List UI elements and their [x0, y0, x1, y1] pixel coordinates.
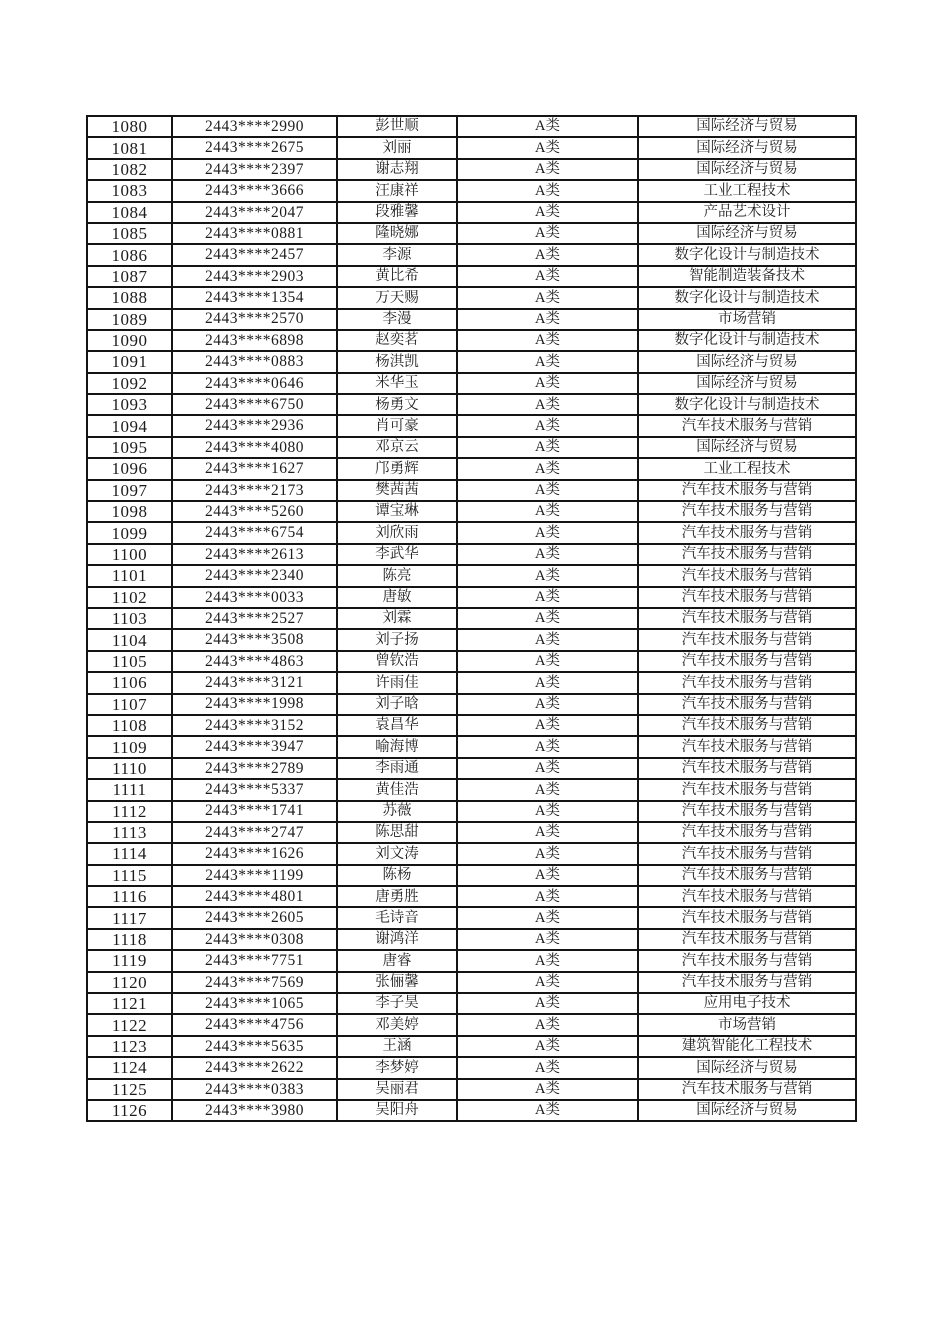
- major-cell: 国际经济与贸易: [638, 1057, 856, 1078]
- exam-id-cell: 2443****2397: [172, 159, 337, 180]
- category-cell: A类: [457, 137, 638, 158]
- table-row: [87, 865, 856, 886]
- major-cell: 国际经济与贸易: [638, 159, 856, 180]
- major-cell: 汽车技术服务与营销: [638, 736, 856, 757]
- row-index-cell: 1106: [87, 672, 172, 693]
- row-index-cell: 1095: [87, 437, 172, 458]
- major-cell: 汽车技术服务与营销: [638, 480, 856, 501]
- name-cell: 黄佳浩: [337, 779, 457, 800]
- exam-id-cell: 2443****3666: [172, 180, 337, 201]
- exam-id-cell: 2443****2675: [172, 137, 337, 158]
- row-index-cell: 1122: [87, 1014, 172, 1035]
- major-cell: 汽车技术服务与营销: [638, 565, 856, 586]
- row-index-cell: 1108: [87, 715, 172, 736]
- exam-id-cell: 2443****2789: [172, 758, 337, 779]
- exam-id-cell: 2443****7751: [172, 950, 337, 971]
- major-cell: 汽车技术服务与营销: [638, 758, 856, 779]
- row-index-cell: 1115: [87, 865, 172, 886]
- category-cell: A类: [457, 458, 638, 479]
- category-cell: A类: [457, 415, 638, 436]
- category-cell: A类: [457, 993, 638, 1014]
- row-index-cell: 1091: [87, 351, 172, 372]
- major-cell: 汽车技术服务与营销: [638, 886, 856, 907]
- category-cell: A类: [457, 886, 638, 907]
- category-cell: A类: [457, 801, 638, 822]
- table-row: [87, 522, 856, 543]
- category-cell: A类: [457, 1100, 638, 1121]
- table-row: [87, 309, 856, 330]
- major-cell: 汽车技术服务与营销: [638, 415, 856, 436]
- name-cell: 李梦婷: [337, 1057, 457, 1078]
- table-row: [87, 159, 856, 180]
- row-index-cell: 1110: [87, 758, 172, 779]
- name-cell: 邝勇辉: [337, 458, 457, 479]
- name-cell: 赵奕茗: [337, 330, 457, 351]
- admission-roster-table: [86, 115, 857, 1122]
- exam-id-cell: 2443****0646: [172, 373, 337, 394]
- exam-id-cell: 2443****2570: [172, 309, 337, 330]
- major-cell: 国际经济与贸易: [638, 137, 856, 158]
- major-cell: 汽车技术服务与营销: [638, 544, 856, 565]
- category-cell: A类: [457, 351, 638, 372]
- major-cell: 国际经济与贸易: [638, 223, 856, 244]
- category-cell: A类: [457, 672, 638, 693]
- exam-id-cell: 2443****1626: [172, 843, 337, 864]
- table-row: [87, 758, 856, 779]
- row-index-cell: 1114: [87, 843, 172, 864]
- name-cell: 刘丽: [337, 137, 457, 158]
- major-cell: 汽车技术服务与营销: [638, 629, 856, 650]
- table-row: [87, 907, 856, 928]
- name-cell: 李漫: [337, 309, 457, 330]
- name-cell: 汪康祥: [337, 180, 457, 201]
- exam-id-cell: 2443****2622: [172, 1057, 337, 1078]
- exam-id-cell: 2443****6750: [172, 394, 337, 415]
- category-cell: A类: [457, 180, 638, 201]
- row-index-cell: 1083: [87, 180, 172, 201]
- exam-id-cell: 2443****0883: [172, 351, 337, 372]
- name-cell: 曾钦浩: [337, 651, 457, 672]
- category-cell: A类: [457, 202, 638, 223]
- category-cell: A类: [457, 223, 638, 244]
- table-row: [87, 223, 856, 244]
- name-cell: 刘欣雨: [337, 522, 457, 543]
- name-cell: 李武华: [337, 544, 457, 565]
- row-index-cell: 1093: [87, 394, 172, 415]
- category-cell: A类: [457, 373, 638, 394]
- major-cell: 汽车技术服务与营销: [638, 907, 856, 928]
- exam-id-cell: 2443****0308: [172, 929, 337, 950]
- name-cell: 黄比希: [337, 266, 457, 287]
- table-row: [87, 1036, 856, 1057]
- major-cell: 汽车技术服务与营销: [638, 950, 856, 971]
- name-cell: 邓美婷: [337, 1014, 457, 1035]
- exam-id-cell: 2443****3121: [172, 672, 337, 693]
- category-cell: A类: [457, 544, 638, 565]
- row-index-cell: 1086: [87, 244, 172, 265]
- table-row: [87, 608, 856, 629]
- exam-id-cell: 2443****5635: [172, 1036, 337, 1057]
- name-cell: 李子昊: [337, 993, 457, 1014]
- table-row: [87, 202, 856, 223]
- category-cell: A类: [457, 651, 638, 672]
- exam-id-cell: 2443****4080: [172, 437, 337, 458]
- table-row: [87, 929, 856, 950]
- row-index-cell: 1089: [87, 309, 172, 330]
- name-cell: 陈杨: [337, 865, 457, 886]
- table-row: [87, 972, 856, 993]
- major-cell: 汽车技术服务与营销: [638, 651, 856, 672]
- category-cell: A类: [457, 437, 638, 458]
- exam-id-cell: 2443****2613: [172, 544, 337, 565]
- row-index-cell: 1082: [87, 159, 172, 180]
- major-cell: 汽车技术服务与营销: [638, 587, 856, 608]
- exam-id-cell: 2443****2747: [172, 822, 337, 843]
- row-index-cell: 1121: [87, 993, 172, 1014]
- category-cell: A类: [457, 779, 638, 800]
- major-cell: 汽车技术服务与营销: [638, 929, 856, 950]
- table-row: [87, 373, 856, 394]
- category-cell: A类: [457, 266, 638, 287]
- category-cell: A类: [457, 822, 638, 843]
- name-cell: 肖可豪: [337, 415, 457, 436]
- table-row: [87, 137, 856, 158]
- table-row: [87, 1057, 856, 1078]
- table-row: [87, 180, 856, 201]
- row-index-cell: 1112: [87, 801, 172, 822]
- major-cell: 市场营销: [638, 309, 856, 330]
- row-index-cell: 1099: [87, 522, 172, 543]
- table-row: [87, 458, 856, 479]
- category-cell: A类: [457, 394, 638, 415]
- name-cell: 陈亮: [337, 565, 457, 586]
- category-cell: A类: [457, 480, 638, 501]
- name-cell: 谢志翔: [337, 159, 457, 180]
- row-index-cell: 1090: [87, 330, 172, 351]
- table-row: [87, 736, 856, 757]
- name-cell: 彭世顺: [337, 116, 457, 137]
- category-cell: A类: [457, 1036, 638, 1057]
- category-cell: A类: [457, 522, 638, 543]
- major-cell: 数字化设计与制造技术: [638, 394, 856, 415]
- row-index-cell: 1111: [87, 779, 172, 800]
- exam-id-cell: 2443****2340: [172, 565, 337, 586]
- category-cell: A类: [457, 694, 638, 715]
- row-index-cell: 1100: [87, 544, 172, 565]
- major-cell: 国际经济与贸易: [638, 437, 856, 458]
- exam-id-cell: 2443****2047: [172, 202, 337, 223]
- major-cell: 汽车技术服务与营销: [638, 972, 856, 993]
- name-cell: 刘文涛: [337, 843, 457, 864]
- table-row: [87, 480, 856, 501]
- category-cell: A类: [457, 1079, 638, 1100]
- name-cell: 王涵: [337, 1036, 457, 1057]
- exam-id-cell: 2443****0383: [172, 1079, 337, 1100]
- exam-id-cell: 2443****7569: [172, 972, 337, 993]
- table-row: [87, 801, 856, 822]
- row-index-cell: 1096: [87, 458, 172, 479]
- roster-table-body: [87, 116, 856, 1121]
- table-row: [87, 950, 856, 971]
- table-row: [87, 822, 856, 843]
- row-index-cell: 1123: [87, 1036, 172, 1057]
- row-index-cell: 1116: [87, 886, 172, 907]
- category-cell: A类: [457, 159, 638, 180]
- row-index-cell: 1109: [87, 736, 172, 757]
- table-row: [87, 779, 856, 800]
- name-cell: 段雅馨: [337, 202, 457, 223]
- row-index-cell: 1097: [87, 480, 172, 501]
- name-cell: 袁昌华: [337, 715, 457, 736]
- table-row: [87, 437, 856, 458]
- table-row: [87, 266, 856, 287]
- category-cell: A类: [457, 608, 638, 629]
- row-index-cell: 1081: [87, 137, 172, 158]
- exam-id-cell: 2443****3947: [172, 736, 337, 757]
- name-cell: 谢鸿洋: [337, 929, 457, 950]
- major-cell: 汽车技术服务与营销: [638, 694, 856, 715]
- name-cell: 刘子扬: [337, 629, 457, 650]
- row-index-cell: 1119: [87, 950, 172, 971]
- name-cell: 毛诗音: [337, 907, 457, 928]
- exam-id-cell: 2443****0881: [172, 223, 337, 244]
- major-cell: 国际经济与贸易: [638, 116, 856, 137]
- row-index-cell: 1126: [87, 1100, 172, 1121]
- name-cell: 陈思甜: [337, 822, 457, 843]
- name-cell: 唐睿: [337, 950, 457, 971]
- row-index-cell: 1084: [87, 202, 172, 223]
- major-cell: 产品艺术设计: [638, 202, 856, 223]
- category-cell: A类: [457, 116, 638, 137]
- major-cell: 汽车技术服务与营销: [638, 501, 856, 522]
- major-cell: 汽车技术服务与营销: [638, 672, 856, 693]
- table-row: [87, 886, 856, 907]
- row-index-cell: 1107: [87, 694, 172, 715]
- exam-id-cell: 2443****1199: [172, 865, 337, 886]
- exam-id-cell: 2443****2936: [172, 415, 337, 436]
- row-index-cell: 1113: [87, 822, 172, 843]
- exam-id-cell: 2443****2990: [172, 116, 337, 137]
- name-cell: 吴阳舟: [337, 1100, 457, 1121]
- table-row: [87, 351, 856, 372]
- category-cell: A类: [457, 287, 638, 308]
- row-index-cell: 1120: [87, 972, 172, 993]
- major-cell: 国际经济与贸易: [638, 373, 856, 394]
- row-index-cell: 1085: [87, 223, 172, 244]
- name-cell: 喻海博: [337, 736, 457, 757]
- exam-id-cell: 2443****0033: [172, 587, 337, 608]
- exam-id-cell: 2443****1065: [172, 993, 337, 1014]
- category-cell: A类: [457, 736, 638, 757]
- category-cell: A类: [457, 629, 638, 650]
- exam-id-cell: 2443****2903: [172, 266, 337, 287]
- table-row: [87, 694, 856, 715]
- table-row: [87, 501, 856, 522]
- major-cell: 汽车技术服务与营销: [638, 1079, 856, 1100]
- category-cell: A类: [457, 972, 638, 993]
- row-index-cell: 1125: [87, 1079, 172, 1100]
- major-cell: 汽车技术服务与营销: [638, 843, 856, 864]
- major-cell: 国际经济与贸易: [638, 351, 856, 372]
- category-cell: A类: [457, 907, 638, 928]
- exam-id-cell: 2443****2527: [172, 608, 337, 629]
- category-cell: A类: [457, 244, 638, 265]
- major-cell: 市场营销: [638, 1014, 856, 1035]
- table-row: [87, 116, 856, 137]
- row-index-cell: 1087: [87, 266, 172, 287]
- name-cell: 李雨通: [337, 758, 457, 779]
- major-cell: 国际经济与贸易: [638, 1100, 856, 1121]
- table-row: [87, 629, 856, 650]
- table-row: [87, 394, 856, 415]
- name-cell: 许雨佳: [337, 672, 457, 693]
- exam-id-cell: 2443****1627: [172, 458, 337, 479]
- name-cell: 万天赐: [337, 287, 457, 308]
- category-cell: A类: [457, 1057, 638, 1078]
- name-cell: 吴丽君: [337, 1079, 457, 1100]
- exam-id-cell: 2443****1998: [172, 694, 337, 715]
- major-cell: 汽车技术服务与营销: [638, 801, 856, 822]
- category-cell: A类: [457, 758, 638, 779]
- exam-id-cell: 2443****5260: [172, 501, 337, 522]
- major-cell: 应用电子技术: [638, 993, 856, 1014]
- table-row: [87, 672, 856, 693]
- exam-id-cell: 2443****3980: [172, 1100, 337, 1121]
- category-cell: A类: [457, 843, 638, 864]
- exam-id-cell: 2443****2173: [172, 480, 337, 501]
- row-index-cell: 1094: [87, 415, 172, 436]
- name-cell: 唐敏: [337, 587, 457, 608]
- major-cell: 数字化设计与制造技术: [638, 244, 856, 265]
- name-cell: 李源: [337, 244, 457, 265]
- row-index-cell: 1117: [87, 907, 172, 928]
- category-cell: A类: [457, 929, 638, 950]
- exam-id-cell: 2443****4756: [172, 1014, 337, 1035]
- table-row: [87, 415, 856, 436]
- row-index-cell: 1098: [87, 501, 172, 522]
- table-row: [87, 1079, 856, 1100]
- table-row: [87, 244, 856, 265]
- row-index-cell: 1102: [87, 587, 172, 608]
- major-cell: 工业工程技术: [638, 458, 856, 479]
- category-cell: A类: [457, 501, 638, 522]
- category-cell: A类: [457, 1014, 638, 1035]
- exam-id-cell: 2443****6754: [172, 522, 337, 543]
- major-cell: 数字化设计与制造技术: [638, 330, 856, 351]
- major-cell: 汽车技术服务与营销: [638, 779, 856, 800]
- exam-id-cell: 2443****2605: [172, 907, 337, 928]
- category-cell: A类: [457, 309, 638, 330]
- name-cell: 苏薇: [337, 801, 457, 822]
- name-cell: 隆晓娜: [337, 223, 457, 244]
- name-cell: 邓京云: [337, 437, 457, 458]
- table-row: [87, 843, 856, 864]
- table-row: [87, 287, 856, 308]
- name-cell: 张俪馨: [337, 972, 457, 993]
- exam-id-cell: 2443****6898: [172, 330, 337, 351]
- exam-id-cell: 2443****2457: [172, 244, 337, 265]
- major-cell: 工业工程技术: [638, 180, 856, 201]
- table-row: [87, 587, 856, 608]
- major-cell: 数字化设计与制造技术: [638, 287, 856, 308]
- row-index-cell: 1105: [87, 651, 172, 672]
- table-row: [87, 993, 856, 1014]
- row-index-cell: 1118: [87, 929, 172, 950]
- table-row: [87, 330, 856, 351]
- name-cell: 刘霖: [337, 608, 457, 629]
- exam-id-cell: 2443****4801: [172, 886, 337, 907]
- name-cell: 唐勇胜: [337, 886, 457, 907]
- exam-id-cell: 2443****1741: [172, 801, 337, 822]
- exam-id-cell: 2443****3152: [172, 715, 337, 736]
- category-cell: A类: [457, 950, 638, 971]
- table-row: [87, 1100, 856, 1121]
- exam-id-cell: 2443****3508: [172, 629, 337, 650]
- category-cell: A类: [457, 330, 638, 351]
- major-cell: 建筑智能化工程技术: [638, 1036, 856, 1057]
- category-cell: A类: [457, 715, 638, 736]
- major-cell: 汽车技术服务与营销: [638, 715, 856, 736]
- major-cell: 汽车技术服务与营销: [638, 522, 856, 543]
- row-index-cell: 1103: [87, 608, 172, 629]
- exam-id-cell: 2443****4863: [172, 651, 337, 672]
- name-cell: 樊茜茜: [337, 480, 457, 501]
- table-row: [87, 565, 856, 586]
- row-index-cell: 1092: [87, 373, 172, 394]
- name-cell: 刘子晗: [337, 694, 457, 715]
- major-cell: 汽车技术服务与营销: [638, 608, 856, 629]
- name-cell: 杨淇凯: [337, 351, 457, 372]
- name-cell: 谭宝琳: [337, 501, 457, 522]
- name-cell: 杨勇文: [337, 394, 457, 415]
- table-row: [87, 715, 856, 736]
- category-cell: A类: [457, 587, 638, 608]
- table-row: [87, 651, 856, 672]
- category-cell: A类: [457, 865, 638, 886]
- exam-id-cell: 2443****5337: [172, 779, 337, 800]
- row-index-cell: 1101: [87, 565, 172, 586]
- name-cell: 米华玉: [337, 373, 457, 394]
- row-index-cell: 1088: [87, 287, 172, 308]
- table-row: [87, 544, 856, 565]
- row-index-cell: 1080: [87, 116, 172, 137]
- row-index-cell: 1124: [87, 1057, 172, 1078]
- major-cell: 智能制造装备技术: [638, 266, 856, 287]
- major-cell: 汽车技术服务与营销: [638, 865, 856, 886]
- table-row: [87, 1014, 856, 1035]
- row-index-cell: 1104: [87, 629, 172, 650]
- category-cell: A类: [457, 565, 638, 586]
- exam-id-cell: 2443****1354: [172, 287, 337, 308]
- major-cell: 汽车技术服务与营销: [638, 822, 856, 843]
